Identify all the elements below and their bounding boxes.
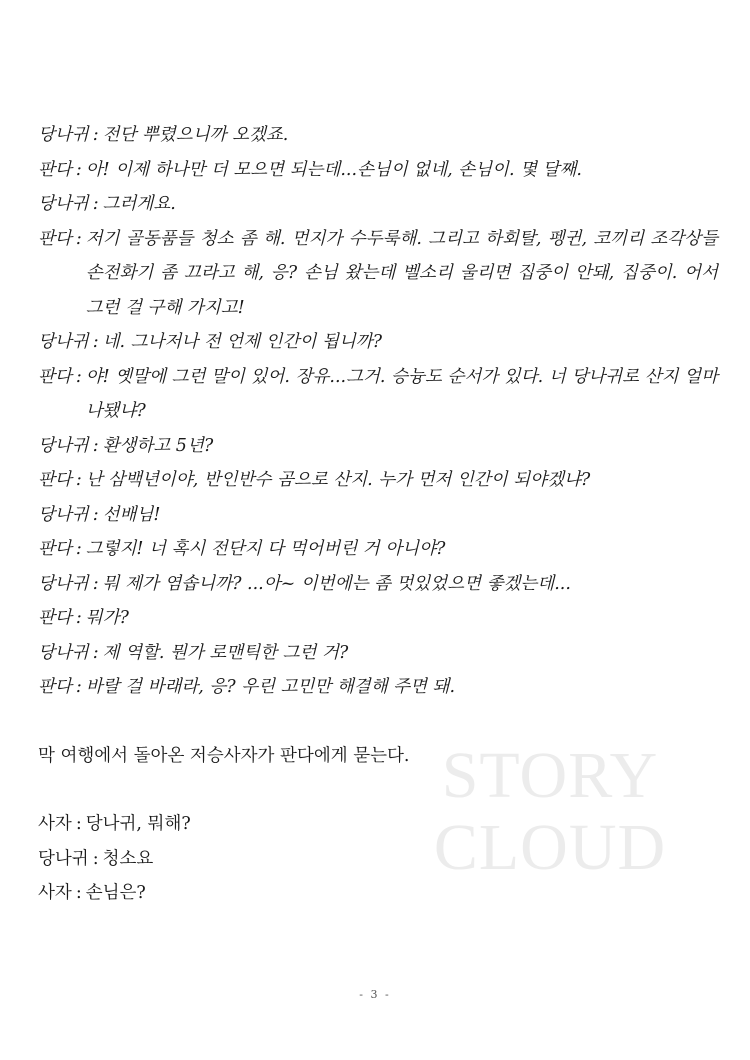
speaker-separator: :: [92, 573, 99, 594]
speaker-name: 당나귀: [38, 573, 89, 594]
dialogue-line: [38, 601, 718, 636]
speaker-name: 판다: [38, 677, 72, 697]
dialogue-text: 손님은?: [85, 883, 146, 903]
speaker-separator: :: [92, 504, 99, 525]
speaker-name: 당나귀: [38, 332, 89, 352]
speaker-separator: :: [75, 608, 82, 628]
dialogue-block-2: [38, 807, 718, 911]
dialogue-text: 전단 뿌렸으니까 오겠죠.: [102, 125, 289, 145]
dialogue-text: 청소요: [102, 848, 154, 869]
speaker-name: 판다: [38, 228, 72, 249]
dialogue-text: 그러게요.: [102, 194, 176, 214]
page-number: - 3 -: [359, 988, 391, 1001]
dialogue-text: 뭐가?: [85, 608, 129, 628]
dialogue-line: [38, 567, 718, 602]
dialogue-text: 선배님!: [102, 504, 161, 525]
speaker-name: 당나귀: [38, 642, 89, 663]
dialogue-line: [38, 118, 718, 153]
speaker-name: 당나귀: [38, 194, 89, 214]
dialogue-text: 당나귀, 뭐해?: [85, 814, 191, 834]
dialogue-text: 네. 그나저나 전 언제 인간이 됩니까?: [102, 332, 383, 352]
dialogue-text: 저기 골동품들 청소 좀 해. 먼지가 수두룩해. 그리고 하회탈, 펭귄, 코끼리 조각상들 손전화기 좀 끄라고 해, 응? 손님 왔는데 벨소리 울리면 집중이 안돼, 집중이. 어서 그런 걸 구해 가지고!: [85, 228, 718, 318]
dialogue-block: [38, 118, 718, 705]
dialogue-text: 난 삼백년이야, 반인반수 곰으로 산지. 누가 먼저 인간이 되야겠냐?: [85, 470, 591, 490]
speaker-separator: :: [92, 332, 99, 352]
dialogue-line: [38, 325, 718, 360]
speaker-separator: :: [75, 228, 82, 249]
dialogue-line: [38, 222, 718, 326]
watermark-line-1: STORY: [441, 739, 659, 812]
speaker-name: 판다: [38, 159, 72, 180]
speaker-name: 판다: [38, 608, 72, 628]
dialogue-line: [38, 807, 718, 842]
dialogue-text: 환생하고 5년?: [102, 435, 214, 456]
speaker-name: 판다: [38, 470, 72, 490]
speaker-name: 당나귀: [38, 848, 89, 869]
speaker-name: 판다: [38, 366, 72, 387]
page-content: [38, 118, 718, 911]
speaker-separator: :: [92, 642, 99, 663]
dialogue-line: [38, 153, 718, 188]
speaker-name: 사자: [38, 814, 72, 834]
speaker-separator: :: [75, 366, 82, 387]
dialogue-text: 야! 옛말에 그런 말이 있어. 장유...그거. 승늉도 순서가 있다. 너 당나귀로 산지 얼마나됐냐?: [85, 366, 718, 421]
watermark-line-2: CLOUD: [433, 811, 667, 884]
dialogue-line: [38, 876, 718, 911]
speaker-separator: :: [92, 125, 99, 145]
dialogue-line: [38, 636, 718, 671]
dialogue-line: [38, 670, 718, 705]
dialogue-text: 그렇지! 너 혹시 전단지 다 먹어버린 거 아니야?: [85, 539, 446, 559]
speaker-separator: :: [75, 470, 82, 490]
speaker-separator: :: [92, 194, 99, 214]
speaker-separator: :: [75, 159, 82, 180]
speaker-separator: :: [92, 435, 99, 456]
speaker-name: 당나귀: [38, 435, 89, 456]
dialogue-text: 아! 이제 하나만 더 모으면 되는데...손님이 없네, 손님이. 몇 달째.: [85, 159, 582, 180]
speaker-name: 당나귀: [38, 504, 89, 525]
dialogue-line: [38, 532, 718, 567]
dialogue-line: [38, 498, 718, 533]
dialogue-text: 바랄 걸 바래라, 응? 우린 고민만 해결해 주면 돼.: [85, 677, 456, 697]
speaker-name: 사자: [38, 883, 72, 903]
speaker-name: 당나귀: [38, 125, 89, 145]
dialogue-line: [38, 187, 718, 222]
dialogue-text: 뭐 제가 염솝니까? ...아~ 이번에는 좀 멋있었으면 좋겠는데...: [102, 573, 571, 594]
dialogue-line: [38, 360, 718, 429]
dialogue-line: [38, 842, 718, 877]
speaker-separator: :: [75, 883, 82, 903]
dialogue-text: 제 역할. 뭔가 로맨틱한 그런 거?: [102, 642, 349, 663]
speaker-separator: :: [75, 677, 82, 697]
narration-text: 막 여행에서 돌아온 저승사자가 판다에게 묻는다.: [38, 745, 410, 766]
speaker-separator: :: [75, 814, 82, 834]
dialogue-line: [38, 429, 718, 464]
speaker-separator: :: [92, 848, 99, 869]
dialogue-line: [38, 463, 718, 498]
speaker-name: 판다: [38, 539, 72, 559]
speaker-separator: :: [75, 539, 82, 559]
